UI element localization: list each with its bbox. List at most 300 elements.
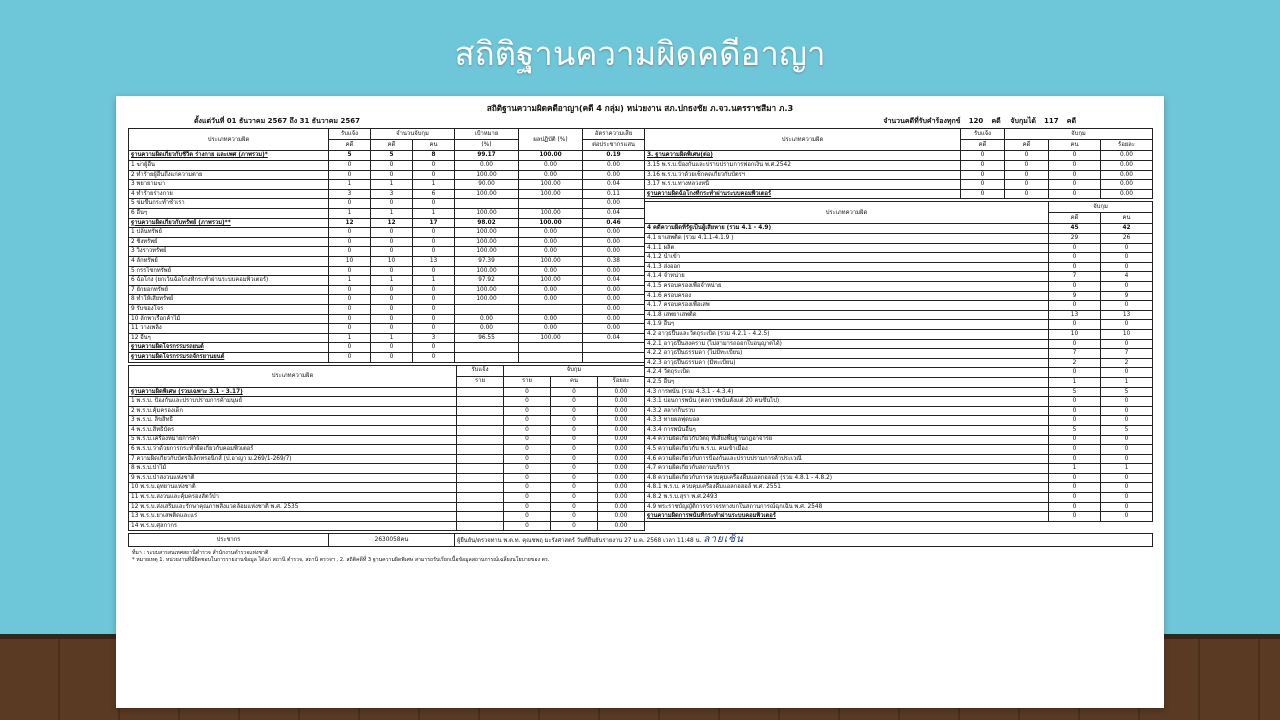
row-cell: 1 — [1101, 377, 1153, 387]
row-cell: 0 — [1049, 493, 1101, 503]
row-cell: 0.04 — [583, 276, 645, 286]
row-cell: 0.00 — [598, 521, 645, 531]
row-cell: 0 — [371, 352, 413, 362]
row-label: 3.17 พ.ร.บ.ทางหลวงหนี้ — [645, 180, 961, 190]
row-cell — [455, 352, 519, 362]
row-cell: 3 — [371, 189, 413, 199]
table-row — [645, 170, 1153, 180]
row-cell: 0 — [1049, 483, 1101, 493]
row-label: 4.3.3 ทายผลฟุตบอล — [645, 416, 1049, 426]
group1-v3: 99.17 — [455, 151, 519, 161]
row-label: 4.2.5 อื่นๆ — [645, 377, 1049, 387]
row-cell: 100.00 — [455, 209, 519, 219]
table-row — [129, 304, 645, 314]
th-report-special: รับแจ้ง — [457, 365, 504, 376]
row-cell: 0 — [1101, 368, 1153, 378]
row-cell: 3 — [413, 333, 455, 343]
row-cell: 0.00 — [583, 295, 645, 305]
row-cell: 0.00 — [519, 161, 583, 171]
row-cell: 0 — [504, 521, 551, 531]
row-label: 4.1.2 นำเข้า — [645, 253, 1049, 263]
row-label: 4 ลักทรัพย์ — [129, 257, 329, 267]
row-cell: 0 — [1049, 368, 1101, 378]
table-row — [645, 234, 1153, 244]
row-cell: 0 — [504, 512, 551, 522]
row-cell: 5 — [1049, 387, 1101, 397]
th-rate2: ต่อประชากรแสน — [583, 140, 645, 151]
th-rate: อัตราความเสีย — [583, 129, 645, 140]
row-cell: 0 — [413, 199, 455, 209]
row-cell: 0.00 — [583, 228, 645, 238]
row-label: 4.2.2 อาวุธปืนธรรมดา (ไม่มีทะเบียน) — [645, 349, 1049, 359]
table-row — [645, 310, 1153, 320]
row-label: 8 พ.ร.บ.ป่าไม้ — [129, 464, 457, 474]
row-cell: 100.00 — [519, 257, 583, 267]
row-cell: 0.11 — [583, 189, 645, 199]
row-cell: 0 — [1049, 301, 1101, 311]
row-cell: 0.00 — [598, 425, 645, 435]
th-offense-special: ประเภทความผิด — [129, 365, 457, 387]
row-label: 8 ทำให้เสียทรัพย์ — [129, 295, 329, 305]
row-label: 4.5 ความผิดเกี่ยวกับ พ.ร.บ. คนเข้าเมือง — [645, 445, 1049, 455]
row-cell: 0 — [504, 406, 551, 416]
remark-note: * หมายเหตุ 1. หน่วยงานที่มีผิดชอบในการรายงานข้อมูล ได้แก่ สถานี ตำรวจ, สถานี ตรวจฯ , 2. สถิติคดีที่ 3 ฐานความผิดพิเศษ สามารถรับเรียกเนื้อข้อมูลสถานการณ์เฉลี่ยงนโยบายของ ตร. — [132, 556, 550, 563]
row-cell: 0.00 — [1101, 170, 1153, 180]
th-case2: คดี — [371, 140, 413, 151]
row-cell: 1 — [329, 276, 371, 286]
row-cell: 0 — [371, 237, 413, 247]
th-person: คน — [413, 140, 455, 151]
row-label: 4.8 ความผิดเกี่ยวกับการควบคุมเครื่องดื่มแอลกอฮอล์ (รวม 4.8.1 - 4.8.2) — [645, 473, 1049, 483]
right-top-table — [644, 128, 1153, 199]
row-cell: 0.00 — [598, 416, 645, 426]
summary-received-label: จำนวนคดีที่รับคำร้องทุกข์ — [883, 117, 961, 126]
row-cell: 0.00 — [598, 397, 645, 407]
row-label: 7 ความผิดเกี่ยวกับบัตรอิเล็กทรอนิกส์ (ป.อาญา ม.269/1-269/7) — [129, 454, 457, 464]
summary-received-unit: คดี — [991, 117, 1001, 126]
row-cell: 100.00 — [519, 333, 583, 343]
table-header-row — [129, 129, 645, 140]
report-heading: สถิติฐานความผิดคดีอาญา(คดี 4 กลุ่ม) หน่วยงาน สภ.ปกธงชัย ภ.จว.นครราชสีมา ภ.3 — [486, 103, 794, 113]
th-pct: (%) — [455, 140, 519, 151]
row-cell: 0 — [1049, 339, 1101, 349]
row-label: 6 ฉ้อโกง (ยกเว้นฉ้อโกงที่กระทำผ่านระบบคอมพิวเตอร์) — [129, 276, 329, 286]
row-label: 4 พ.ร.บ.สิทธิบัตร — [129, 425, 457, 435]
row-label: 2 ชิงทรัพย์ — [129, 237, 329, 247]
row-label: 4.2.1 อาวุธปืนสงคราม (ไม่สามารถออกใบอนุญาตได้) — [645, 339, 1049, 349]
row-cell: 0 — [371, 343, 413, 353]
table-row — [129, 416, 645, 426]
table-row — [645, 329, 1153, 339]
row-cell: 0 — [1049, 243, 1101, 253]
row-cell: 0.00 — [583, 266, 645, 276]
table-row — [645, 416, 1153, 426]
row-cell: 0.00 — [455, 161, 519, 171]
report-sheet — [116, 96, 1164, 708]
th-pct-special: ร้อยละ — [598, 376, 645, 387]
row-cell: 0 — [413, 352, 455, 362]
row-cell: 0.00 — [1101, 161, 1153, 171]
row-cell: 0 — [329, 237, 371, 247]
row-cell: 0 — [504, 445, 551, 455]
table-row — [129, 189, 645, 199]
group2-title: ฐานความผิดเกี่ยวกับทรัพย์ (ภาพรวม)** — [129, 218, 329, 228]
table-row — [129, 406, 645, 416]
row-cell: 10 — [371, 257, 413, 267]
row-cell: 0 — [1101, 493, 1153, 503]
row-cell: 0.00 — [1101, 151, 1153, 161]
summary-arrest-label: จับกุมได้ — [1010, 117, 1036, 126]
row-cell: 0 — [961, 189, 1005, 199]
row-cell: 100.00 — [455, 228, 519, 238]
row-cell: 5 — [1101, 425, 1153, 435]
special-title: ฐานความผิดพิเศษ (รวมเฉพาะ 3.1 - 3.17) — [129, 387, 457, 397]
footer-notes — [128, 550, 1152, 564]
row-cell: 10 — [1049, 329, 1101, 339]
row-cell: 0 — [1049, 170, 1101, 180]
row-cell: 0 — [329, 247, 371, 257]
row-cell: 0.00 — [519, 237, 583, 247]
row-label: 11 วางเพลิง — [129, 324, 329, 334]
source-note: ที่มา : ระบบสารสนเทศสถานีตำรวจ สำนักงานตำรวจแห่งชาติ — [132, 549, 269, 556]
row-cell: 7 — [1049, 272, 1101, 282]
table-row — [129, 237, 645, 247]
row-cell: 0 — [1049, 320, 1101, 330]
group-row — [129, 218, 645, 228]
row-cell: 0 — [413, 324, 455, 334]
row-label: 4.1 ยาเสพติด (รวม 4.1.1-4.1.9 ) — [645, 234, 1049, 244]
row-cell — [583, 352, 645, 362]
row-cell: 0 — [413, 266, 455, 276]
row-label: 11 พ.ร.บ.สงวนและคุ้มครองสัตว์ป่า — [129, 493, 457, 503]
row-label: 5 ข่มขืนกระทำชำเรา — [129, 199, 329, 209]
row-label: 1 พ.ร.บ. ป้องกันและปราบปรามการค้ามนุษย์ — [129, 397, 457, 407]
special-header-row — [129, 365, 645, 376]
row-cell: 0.00 — [583, 324, 645, 334]
population-label: ประชากร — [129, 534, 329, 547]
row-cell: 0 — [413, 170, 455, 180]
row-cell: 0 — [1101, 445, 1153, 455]
row-cell: 0 — [1101, 512, 1153, 522]
row-cell: 0 — [329, 199, 371, 209]
row-cell: 97.39 — [455, 257, 519, 267]
th-person-right2: คน — [1101, 213, 1153, 224]
approver-text: ผู้ยืนยัน/ตรวจทาน พ.ต.ท. คุณชพฤ มะรังศาสตร์ วันที่ยืนยันรายงาน 27 ม.ค. 2568 เวลา 11:48 น. — [457, 538, 702, 545]
row-cell: 0 — [551, 521, 598, 531]
group2-cell: 12 — [329, 218, 371, 228]
row-cell: 4 — [1101, 272, 1153, 282]
th-pct-right: ร้อยละ — [1101, 140, 1153, 151]
row-cell: 0 — [1101, 282, 1153, 292]
footer-row — [129, 534, 1153, 547]
table-row — [129, 502, 645, 512]
special-table — [128, 365, 645, 532]
table-row — [645, 161, 1153, 171]
row-label: ฐานความผิดการพนันที่กระทำผ่านระบบคอมพิวเตอร์ — [645, 512, 1049, 522]
report-right-column — [644, 128, 1152, 531]
row-cell: 0 — [371, 295, 413, 305]
row-cell: 0 — [551, 387, 598, 397]
row-label: 14 พ.ร.บ.ศุลกากร — [129, 521, 457, 531]
row-cell: 29 — [1049, 234, 1101, 244]
row-cell: 0 — [1005, 170, 1049, 180]
table-row — [645, 493, 1153, 503]
row-cell — [455, 304, 519, 314]
row-label: 1 ปล้นทรัพย์ — [129, 228, 329, 238]
row-cell — [519, 352, 583, 362]
row-cell: 1 — [371, 180, 413, 190]
row-cell: 0 — [504, 464, 551, 474]
row-cell: 0 — [371, 314, 413, 324]
table-row — [645, 262, 1153, 272]
table-row — [129, 266, 645, 276]
row-label: 4.4 ความผิดเกี่ยวกับวัตถุ ที่เสี่ยงพื้นฐานกฎอาจารย — [645, 435, 1049, 445]
row-label: 5 กรรโชกทรัพย์ — [129, 266, 329, 276]
th-report: รับแจ้ง — [329, 129, 371, 140]
row-cell: 0 — [961, 161, 1005, 171]
row-cell: 0.04 — [583, 180, 645, 190]
row-cell: 0.00 — [598, 435, 645, 445]
row-label: 10 ลักพาเรือกค้าไม้ — [129, 314, 329, 324]
row-cell: 0.00 — [519, 295, 583, 305]
row-cell: 0 — [504, 387, 551, 397]
row-cell: 0 — [551, 397, 598, 407]
row-cell — [455, 343, 519, 353]
row-cell: 0 — [961, 170, 1005, 180]
row-cell: 10 — [1101, 329, 1153, 339]
table-row — [645, 301, 1153, 311]
group1-v0: 5 — [329, 151, 371, 161]
row-cell: 97.92 — [455, 276, 519, 286]
table-row — [645, 349, 1153, 359]
row-cell: 100.00 — [519, 209, 583, 219]
report-period: ตั้งแต่วันที่ 01 ธันวาคม 2567 ถึง 31 ธันวาคม 2567 — [194, 117, 360, 126]
row-cell: 0 — [1049, 282, 1101, 292]
table-row — [645, 377, 1153, 387]
row-label: 12 อื่นๆ — [129, 333, 329, 343]
table-row — [645, 320, 1153, 330]
row-cell: 0 — [413, 237, 455, 247]
row-cell: 0 — [504, 502, 551, 512]
th-case-special: ราย — [457, 376, 504, 387]
row-cell: 0 — [504, 454, 551, 464]
th-offense-right2: ประเภทความผิด — [645, 202, 1049, 224]
row-cell: 0 — [1005, 189, 1049, 199]
row-cell: 0 — [1049, 161, 1101, 171]
row-cell: 1 — [371, 276, 413, 286]
row-cell: 0 — [329, 314, 371, 324]
table-row — [645, 397, 1153, 407]
table-row — [129, 425, 645, 435]
row-cell: 9 — [1101, 291, 1153, 301]
row-cell: 1 — [413, 180, 455, 190]
row-cell: 0.00 — [455, 314, 519, 324]
row-cell: 1 — [1049, 377, 1101, 387]
row-cell: 0.00 — [455, 324, 519, 334]
row-cell: 26 — [1101, 234, 1153, 244]
table-row — [129, 276, 645, 286]
row-cell: 0 — [551, 464, 598, 474]
row-cell: 0 — [371, 266, 413, 276]
th-case2-special: ราย — [504, 376, 551, 387]
row-cell: 0.00 — [598, 493, 645, 503]
row-cell: 0.00 — [519, 285, 583, 295]
row-label: 1 ฆ่าผู้อื่น — [129, 161, 329, 171]
row-cell: 45 — [1049, 224, 1101, 234]
row-label: 4.3.4 การพนันอื่นๆ — [645, 425, 1049, 435]
row-cell: 0.04 — [583, 209, 645, 219]
row-cell: 0 — [504, 483, 551, 493]
group2-cell: 98.02 — [455, 218, 519, 228]
row-cell: 0 — [413, 247, 455, 257]
row-cell: 0 — [329, 352, 371, 362]
row-cell: 0 — [504, 493, 551, 503]
table-row — [129, 295, 645, 305]
row-cell: 10 — [329, 257, 371, 267]
table-row — [645, 180, 1153, 190]
row-cell: 0.00 — [1101, 189, 1153, 199]
table-row — [129, 445, 645, 455]
right-header-row — [645, 129, 1153, 140]
row-cell — [519, 199, 583, 209]
row-cell: 0.00 — [583, 170, 645, 180]
row-cell: 0 — [551, 493, 598, 503]
row-cell: 5 — [1101, 387, 1153, 397]
row-cell: 0 — [329, 304, 371, 314]
row-cell: 0 — [551, 425, 598, 435]
row-cell: 0 — [371, 161, 413, 171]
row-cell: 0 — [1049, 512, 1101, 522]
row-cell: 13 — [1049, 310, 1101, 320]
row-cell: 42 — [1101, 224, 1153, 234]
summary-arrest-value: 117 — [1044, 117, 1059, 126]
group-row — [645, 151, 1153, 161]
group2-cell: 0.46 — [583, 218, 645, 228]
signature-mark: ลายเซ็น — [703, 534, 744, 546]
row-label: 4.1.6 ครอบครอง — [645, 291, 1049, 301]
row-label: 3 พ.ร.บ. ลิขสิทธิ์ — [129, 416, 457, 426]
group-row — [129, 151, 645, 161]
row-label: 4.1.7 ครอบครองเพื่อเสพ — [645, 301, 1049, 311]
row-label: 6 อื่นๆ — [129, 209, 329, 219]
table-row — [645, 445, 1153, 455]
row-cell: 0 — [329, 295, 371, 305]
table-row — [129, 464, 645, 474]
row-label: 4.2.3 อาวุธปืนธรรมดา (มีทะเบียน) — [645, 358, 1049, 368]
row-cell: 0 — [1101, 262, 1153, 272]
th-case1: คดี — [329, 140, 371, 151]
row-cell: 0 — [551, 416, 598, 426]
table-row — [645, 189, 1153, 199]
table-row — [645, 425, 1153, 435]
table-row — [645, 339, 1153, 349]
row-cell: 0 — [961, 180, 1005, 190]
row-cell: 1 — [371, 333, 413, 343]
summary-arrest-unit: คดี — [1066, 117, 1076, 126]
th-arrest-right2: จับกุม — [1049, 202, 1153, 213]
row-cell: 0 — [1049, 435, 1101, 445]
row-label: 4.2 อาวุธปืนและวัตถุระเบิด (รวม 4.2.1 - 4.2.5) — [645, 329, 1049, 339]
table-row — [645, 483, 1153, 493]
row-label: 6 พ.ร.บ.ว่าด้วยการกระทำผิดเกี่ยวกับคอมพิวเตอร์ — [129, 445, 457, 455]
row-label: 4 ทำร้ายร่างกาย — [129, 189, 329, 199]
row-cell: 5 — [1049, 425, 1101, 435]
th-offense: ประเภทความผิด — [129, 129, 329, 151]
row-cell: 0 — [1101, 454, 1153, 464]
row-cell: 90.00 — [455, 180, 519, 190]
report-columns — [128, 128, 1152, 531]
row-cell: 0 — [329, 343, 371, 353]
group1-v1: 5 — [371, 151, 413, 161]
row-label: 4.1.1 ผลิต — [645, 243, 1049, 253]
right-main-title: 4 คดีความผิดที่รัฐเป็นผู้เสียหาย (รวม 4.1 - 4.9) — [645, 224, 1049, 234]
row-cell: 0 — [1101, 435, 1153, 445]
row-cell: 0 — [1049, 151, 1101, 161]
row-cell: 0 — [1049, 473, 1101, 483]
row-cell: 0 — [1101, 483, 1153, 493]
row-cell: 100.00 — [455, 266, 519, 276]
table-row — [129, 435, 645, 445]
row-cell: 0 — [1101, 406, 1153, 416]
table-row — [129, 285, 645, 295]
table-row — [645, 272, 1153, 282]
row-label: 4.1.8 เสพยาเสพติด — [645, 310, 1049, 320]
report-document — [128, 102, 1152, 702]
group2-cell: 12 — [371, 218, 413, 228]
row-cell: 0 — [329, 170, 371, 180]
footer-table — [128, 533, 1153, 547]
row-label: ฐานความผิดฉ้อโกงที่กระทำผ่านระบบคอมพิวเตอร์ — [645, 189, 961, 199]
table-row — [645, 473, 1153, 483]
row-cell: 1 — [329, 209, 371, 219]
row-label: 4.3.1 บ่อนการพนัน (ตลการพนันตั้งแต่ 20 คนขึ้นไป) — [645, 397, 1049, 407]
row-cell: 0 — [1101, 243, 1153, 253]
row-cell — [519, 304, 583, 314]
row-cell: 100.00 — [455, 189, 519, 199]
th-arrest-right: จับกุม — [1005, 129, 1153, 140]
table-row — [645, 435, 1153, 445]
table-row — [129, 161, 645, 171]
row-cell: 0 — [329, 266, 371, 276]
row-cell: 0.00 — [583, 285, 645, 295]
row-label: 4.8.2 พ.ร.บ.สุรา พ.ศ.2493 — [645, 493, 1049, 503]
th-person-right: คน — [1049, 140, 1101, 151]
row-cell: 0 — [551, 454, 598, 464]
row-cell: 2 — [1049, 358, 1101, 368]
table-row — [645, 253, 1153, 263]
table-row — [129, 170, 645, 180]
row-label: ฐานความผิดโจรกรรมรถยนต์ — [129, 343, 329, 353]
row-cell: 0 — [1049, 406, 1101, 416]
row-cell: 0 — [1005, 151, 1049, 161]
row-cell: 0 — [413, 295, 455, 305]
row-label: 2 ทำร้ายผู้อื่นถึงแก่ความตาย — [129, 170, 329, 180]
row-cell: 6 — [413, 189, 455, 199]
row-cell: 0 — [413, 228, 455, 238]
row-cell: 0 — [961, 151, 1005, 161]
row-cell: 0 — [504, 473, 551, 483]
row-cell: 0 — [371, 324, 413, 334]
row-cell: 100.00 — [519, 180, 583, 190]
row-cell: 2 — [1101, 358, 1153, 368]
row-label: 4.1.5 ครอบครองเพื่อจำหน่าย — [645, 282, 1049, 292]
row-cell: 1 — [1049, 464, 1101, 474]
approver-cell — [455, 534, 1153, 547]
summary-received-value: 120 — [968, 117, 984, 126]
row-cell: 1 — [413, 209, 455, 219]
row-cell: 0.00 — [583, 161, 645, 171]
table-row — [129, 343, 645, 353]
